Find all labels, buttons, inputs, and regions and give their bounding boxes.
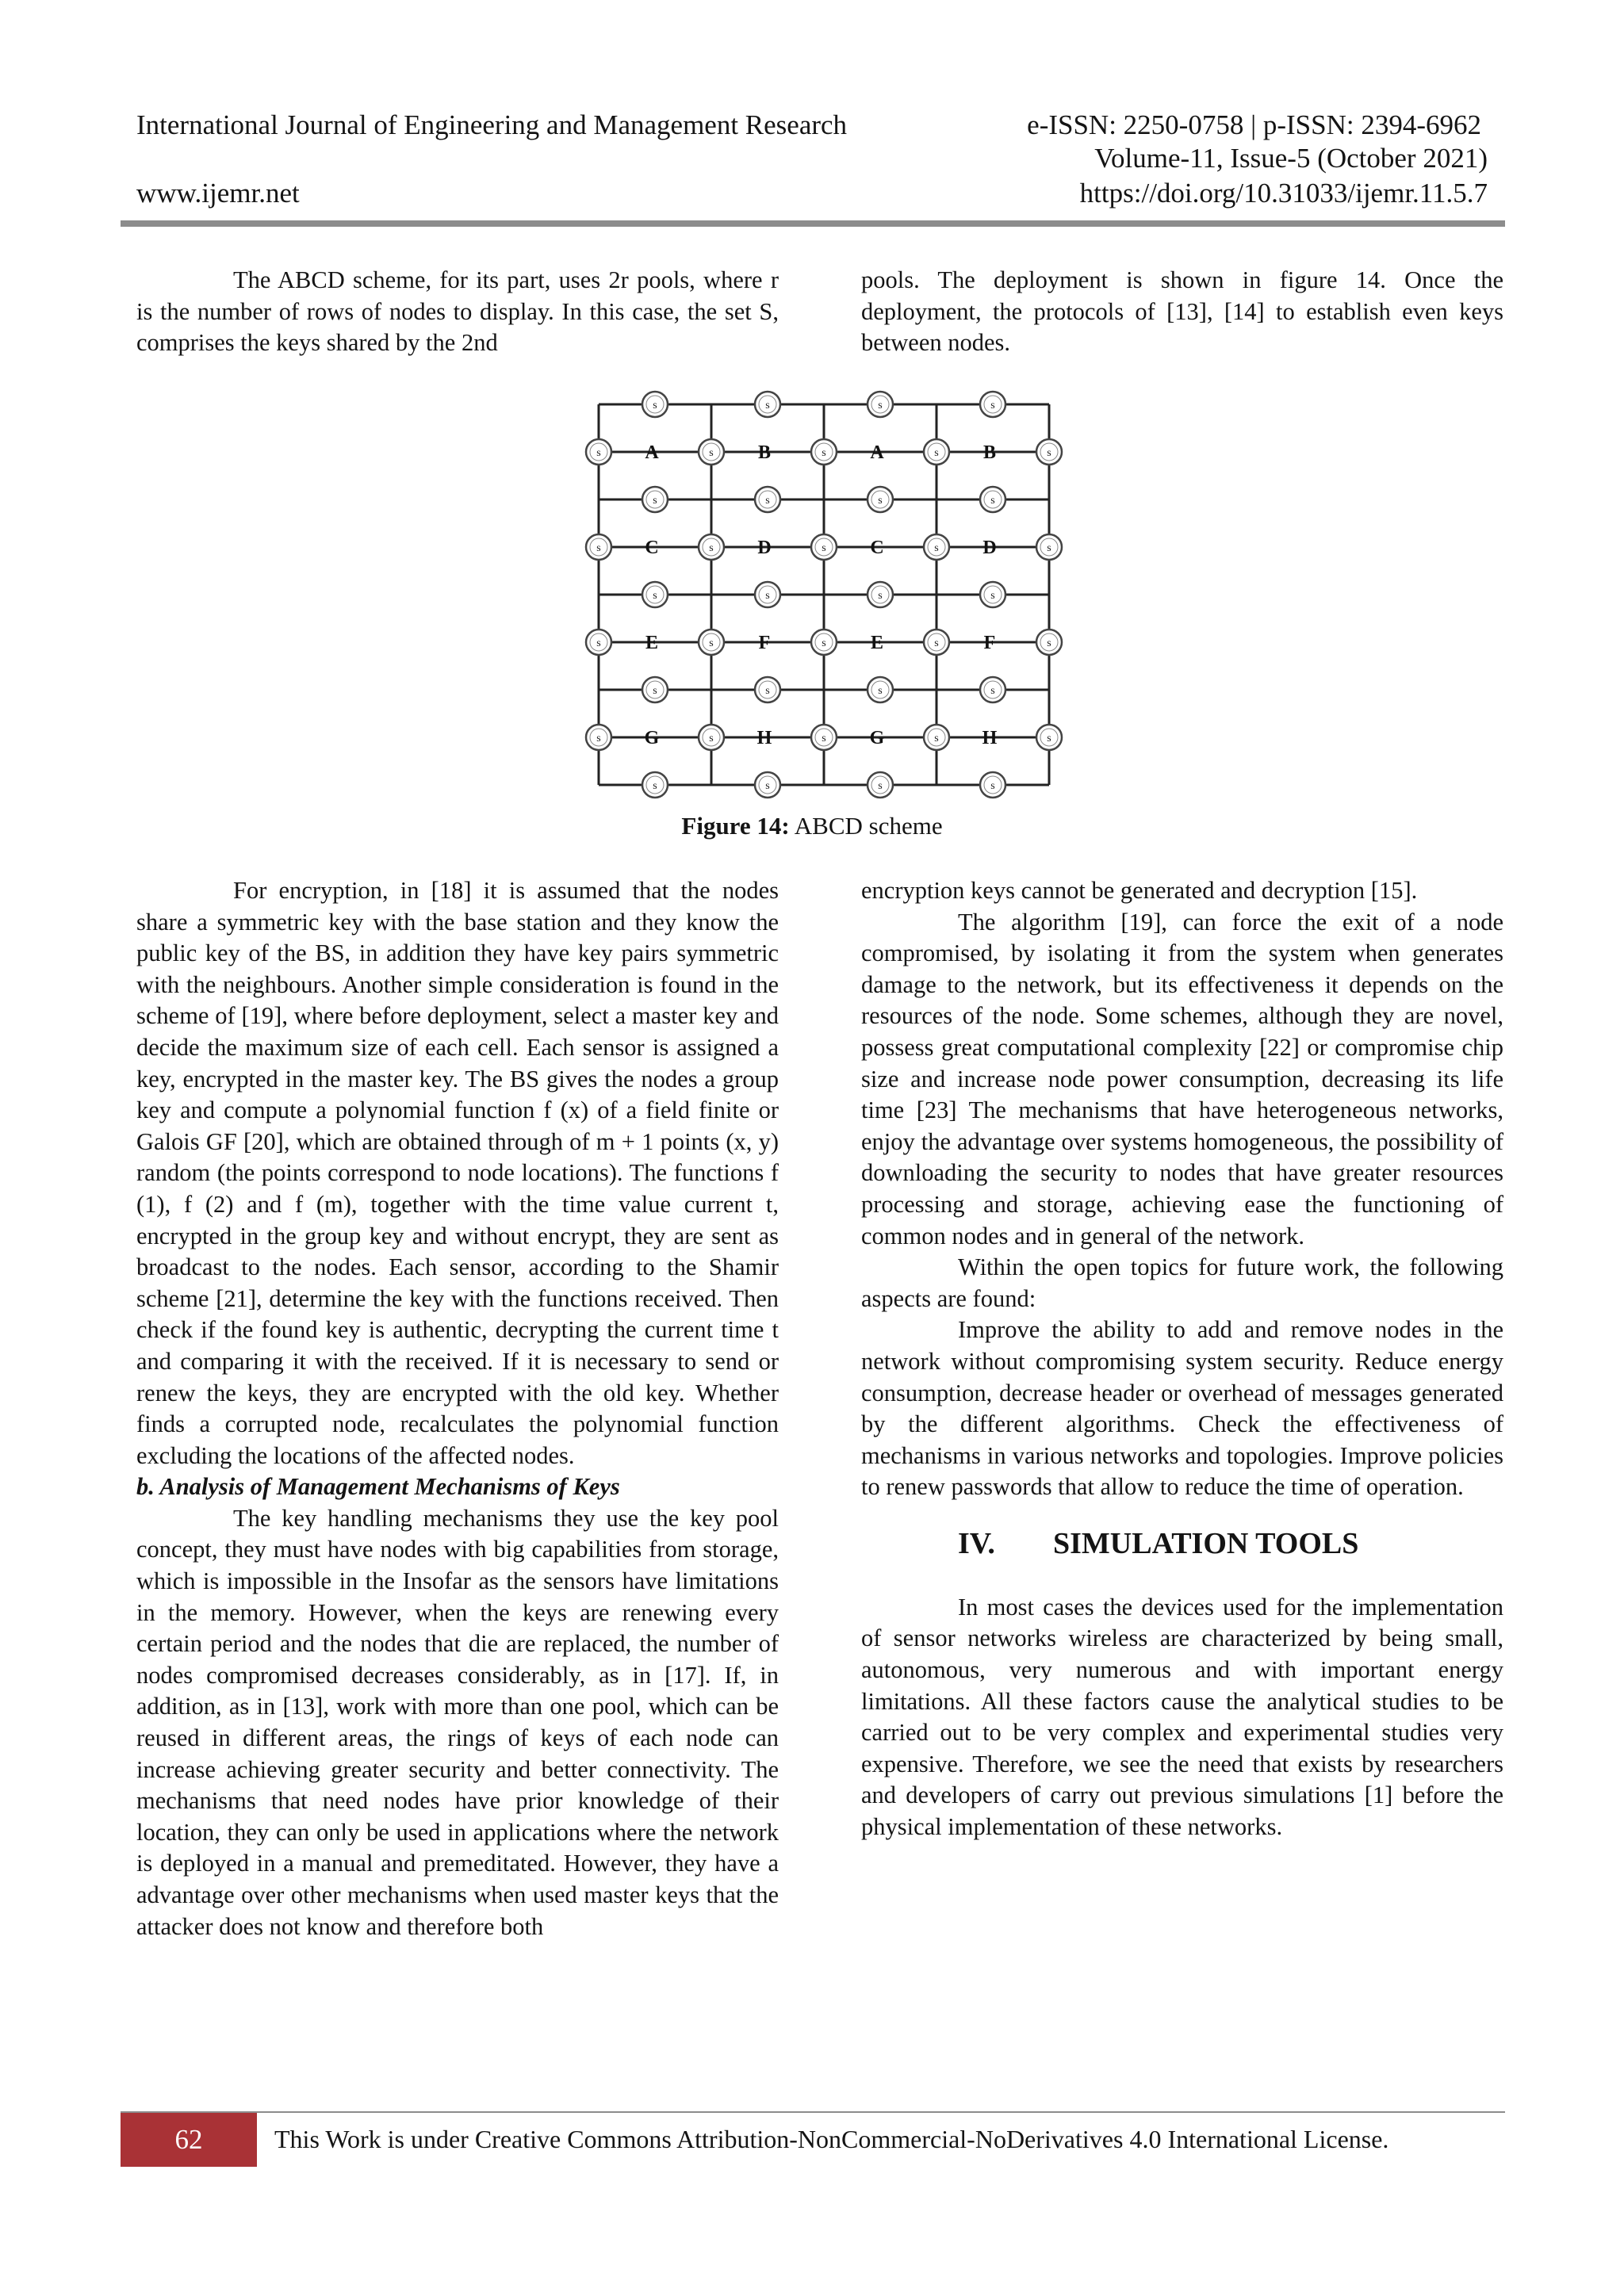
cell-label: D	[757, 538, 772, 558]
right-paragraph-5: In most cases the devices used for the implementation of sensor networks wireless are characterized by being small, autonomous, very numerous and with important energy limitations. All these factors cause the analytical studies to be carried out to be very complex and experimental studies very expensive. Therefore, we see the need that exists by researchers and developers of carry out previous simulations [1] before the physical implementation of these networks.	[861, 1593, 1503, 1841]
left-column	[136, 875, 779, 1942]
sensor-node-label: s	[990, 780, 995, 792]
sensor-node-label: s	[709, 447, 714, 459]
sensor-node-label: s	[990, 685, 995, 697]
top-left-column	[136, 265, 779, 359]
right-paragraph-3: Within the open topics for future work, the following aspects are found:	[861, 1253, 1503, 1312]
cell-label: G	[644, 728, 660, 748]
cell-label: C	[645, 538, 659, 558]
sensor-node-label: s	[653, 780, 657, 792]
volume-issue: Volume-11, Issue-5 (October 2021)	[1094, 143, 1488, 174]
sensor-node-label: s	[1047, 447, 1051, 459]
doi-link[interactable]: https://doi.org/10.31033/ijemr.11.5.7	[1079, 178, 1488, 209]
right-paragraph-2: The algorithm [19], can force the exit of a node compromised, by isolating it from the system when generates damage to the network, but its effectiveness it depends on the resources of the node. Some schemes, although they are novel, possess great computational complexity [22] or compromise chip size and increase node power consumption, decreasing its life time [23] The mechanisms that have heterogeneous networks, enjoy the advantage over systems homogeneous, the possibility of downloading the security to nodes that have greater resources processing and storage, achieving ease the functioning of common nodes and in general of the network.	[861, 908, 1503, 1249]
journal-website[interactable]: www.ijemr.net	[136, 178, 300, 209]
subsection-heading: b. Analysis of Management Mechanisms of Keys	[136, 1473, 620, 1501]
sensor-node-label: s	[653, 495, 657, 507]
sensor-node-label: s	[709, 733, 714, 744]
journal-title: International Journal of Engineering and Management Research	[136, 109, 848, 140]
section-heading	[861, 1524, 1503, 1563]
sensor-node-label: s	[878, 685, 883, 697]
top-left-paragraph: The ABCD scheme, for its part, uses 2r pools, where r is the number of rows of nodes to display. In this case, the set S, comprises the keys shared by the 2nd	[136, 266, 779, 357]
right-paragraph-4: Improve the ability to add and remove nodes in the network without compromising system security. Reduce energy consumption, decrease header or overhead of messages generated by the different algorithms. Check the effectiveness of mechanisms in various networks and topologies. Improve policies to renew passwords that allow to reduce the time of operation.	[861, 1316, 1503, 1501]
issn: e-ISSN: 2250-0758 | p-ISSN: 2394-6962	[1027, 109, 1481, 140]
cell-label: D	[982, 538, 997, 558]
sensor-node-label: s	[822, 637, 826, 649]
cell-label: B	[982, 442, 997, 463]
sensor-node-label: s	[765, 495, 770, 507]
top-right-paragraph: pools. The deployment is shown in figure 14. Once the deployment, the protocols of [13], [14] to establish even keys between nodes.	[861, 266, 1503, 357]
left-paragraph-2: The key handling mechanisms they use the key pool concept, they must have nodes with big capabilities from storage, which is impossible in the Insofar as the sensors have limitations in the memory. However, when the keys are renewing every certain period and the nodes that die are replaced, the number of nodes compromised decreases considerably, as in [17]. If, in addition, as in [13], work with more than one pool, which can be reused in different areas, the rings of keys of each node can increase achieving greater security and better connectivity. The mechanisms that need nodes have prior knowledge of their location, they can only be used in applications where the network is deployed in a manual and premeditated. However, they have a advantage over other mechanisms when used master keys that the attacker does not know and therefore both	[136, 1504, 779, 1940]
sensor-node-label: s	[990, 495, 995, 507]
sensor-node-label: s	[596, 542, 601, 554]
sensor-node-label: s	[934, 637, 939, 649]
sensor-node-label: s	[653, 590, 657, 602]
section-title: SIMULATION TOOLS	[1053, 1526, 1359, 1560]
sensor-node-label: s	[596, 733, 601, 744]
sensor-node-label: s	[765, 590, 770, 602]
sensor-node-label: s	[990, 590, 995, 602]
figure-caption	[0, 810, 1624, 842]
left-paragraph-1: For encryption, in [18] it is assumed that the nodes share a symmetric key with the base station and they know the public key of the BS, in addition they have key pairs symmetric with the neighbours. Another simple consideration is found in the scheme of [19], where before deployment, select a master key and decide the maximum size of each cell. Each sensor is assigned a key, encrypted in the master key. The BS gives the nodes a group key and compute a polynomial function f (x) of a field finite or Galois GF [20], which are obtained through of m + 1 points (x, y) random (the points correspond to node locations). The functions f (1), f (2) and f (m), together with the time value current t, encrypted in the group key and without encrypt, they are sent as broadcast to the nodes. Each sensor, according to the Shamir scheme [21], determine the key with the functions received. Then check if the found key is authentic, decrypting the current time t and comparing it with the received. If it is necessary to send or renew the keys, they are encrypted with the old key. Whether finds a corrupted node, recalculates the polynomial function excluding the locations of the affected nodes.	[136, 877, 779, 1469]
header-rule	[121, 220, 1505, 227]
sensor-node-label: s	[653, 685, 657, 697]
abcd-scheme-figure	[579, 388, 1071, 809]
sensor-node-label: s	[934, 733, 939, 744]
license-text: This Work is under Creative Commons Attribution-NonCommercial-NoDerivatives 4.0 International License.	[274, 2125, 1389, 2153]
sensor-node-label: s	[765, 685, 770, 697]
footer-rule	[121, 2111, 1505, 2113]
cell-label: E	[645, 633, 659, 653]
sensor-node-label: s	[822, 447, 826, 459]
sensor-node-label: s	[878, 400, 883, 411]
top-right-column	[861, 265, 1503, 359]
sensor-node-label: s	[653, 400, 657, 411]
cell-label: C	[870, 538, 884, 558]
cell-label: H	[756, 728, 772, 748]
page-number: 62	[121, 2113, 257, 2167]
cell-label: A	[870, 442, 884, 463]
cell-label: F	[983, 633, 996, 653]
sensor-node-label: s	[709, 542, 714, 554]
sensor-node-label: s	[1047, 542, 1051, 554]
cell-label: F	[758, 633, 771, 653]
sensor-node-label: s	[596, 637, 601, 649]
sensor-node-label: s	[596, 447, 601, 459]
section-number: IV.	[958, 1526, 995, 1560]
sensor-node-label: s	[709, 637, 714, 649]
cell-label: G	[869, 728, 885, 748]
sensor-node-label: s	[1047, 733, 1051, 744]
sensor-node-label: s	[990, 400, 995, 411]
sensor-node-label: s	[934, 542, 939, 554]
sensor-node-label: s	[765, 400, 770, 411]
sensor-node-label: s	[1047, 637, 1051, 649]
sensor-node-label: s	[878, 495, 883, 507]
right-paragraph-1: encryption keys cannot be generated and decryption [15].	[861, 877, 1418, 904]
sensor-node-label: s	[822, 733, 826, 744]
sensor-node-label: s	[934, 447, 939, 459]
cell-label: B	[757, 442, 772, 463]
cell-label: H	[982, 728, 998, 748]
right-column	[861, 875, 1503, 1843]
sensor-node-label: s	[878, 780, 883, 792]
figure-caption-text: ABCD scheme	[794, 812, 943, 840]
sensor-node-label: s	[822, 542, 826, 554]
sensor-node-label: s	[878, 590, 883, 602]
cell-label: A	[645, 442, 659, 463]
figure-caption-label: Figure 14:	[681, 812, 790, 840]
sensor-node-label: s	[765, 780, 770, 792]
cell-label: E	[870, 633, 884, 653]
